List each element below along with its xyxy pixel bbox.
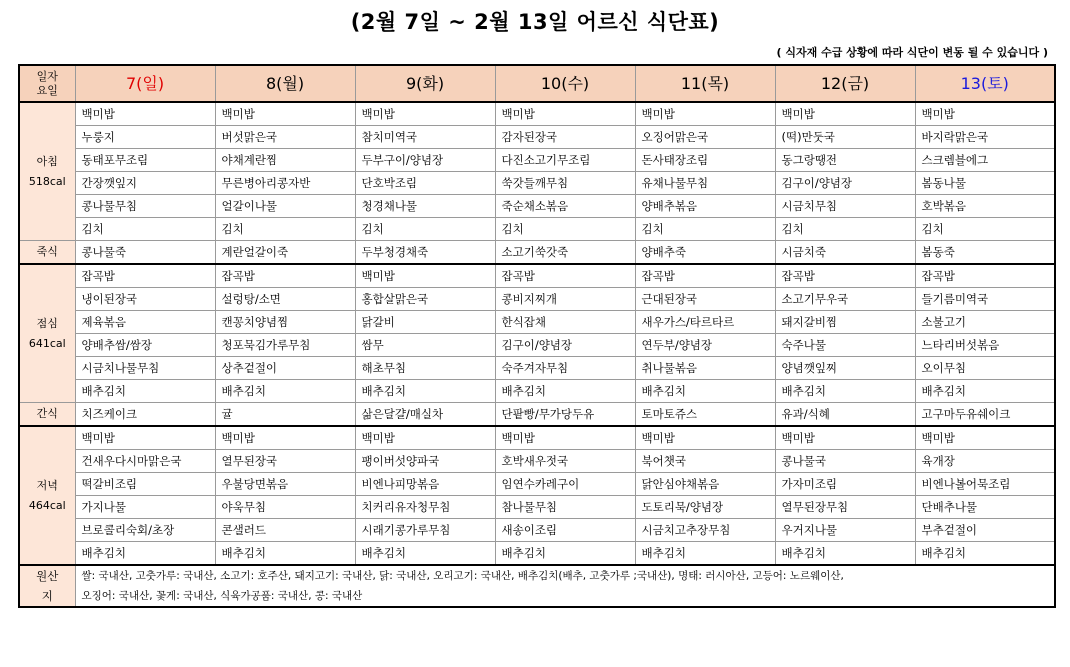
menu-cell: 새우가스/타르타르: [635, 311, 775, 334]
menu-cell: 콩나물국: [775, 450, 915, 473]
menu-cell: 감자된장국: [495, 126, 635, 149]
menu-row: [19, 542, 1055, 566]
menu-cell: 열무된장국: [215, 450, 355, 473]
menu-cell: 동태포무조림: [75, 149, 215, 172]
menu-cell: 소고기무우국: [775, 288, 915, 311]
menu-cell: 시래기콩가루무침: [355, 519, 495, 542]
menu-cell: 김치: [495, 218, 635, 241]
menu-cell: 단호박조림: [355, 172, 495, 195]
menu-cell: 느타리버섯볶음: [915, 334, 1055, 357]
menu-cell: 새송이조림: [495, 519, 635, 542]
menu-cell: 김치: [215, 218, 355, 241]
menu-cell: 양배추볶음: [635, 195, 775, 218]
day-header-sat: 13(토): [915, 65, 1055, 102]
menu-cell: 돈사태장조림: [635, 149, 775, 172]
menu-cell: 브로콜리숙회/초장: [75, 519, 215, 542]
menu-cell: 고구마두유쉐이크: [915, 403, 1055, 427]
menu-cell: 백미밥: [495, 102, 635, 126]
menu-cell: 바지락맑은국: [915, 126, 1055, 149]
dinner-label-cell: [19, 426, 75, 565]
menu-cell: 배추김치: [355, 542, 495, 566]
menu-cell: 스크렘블에그: [915, 149, 1055, 172]
menu-cell: 동그랑땡전: [775, 149, 915, 172]
menu-row: [19, 426, 1055, 450]
menu-cell: 시금치무침: [775, 195, 915, 218]
menu-cell: 부추겉절이: [915, 519, 1055, 542]
menu-cell: 백미밥: [355, 426, 495, 450]
menu-cell: 닭안심야채볶음: [635, 473, 775, 496]
menu-row: [19, 218, 1055, 241]
lunch-label-cell: [19, 264, 75, 403]
menu-cell: 임연수카레구이: [495, 473, 635, 496]
menu-cell: 백미밥: [355, 102, 495, 126]
menu-cell: 한식잡채: [495, 311, 635, 334]
menu-cell: 백미밥: [75, 102, 215, 126]
menu-cell: 참나물무침: [495, 496, 635, 519]
menu-row: [19, 126, 1055, 149]
menu-cell: 콩비지찌개: [495, 288, 635, 311]
breakfast-calories: 518cal: [28, 174, 66, 188]
menu-cell: 배추김치: [775, 380, 915, 403]
menu-cell: 우불당면볶음: [215, 473, 355, 496]
menu-cell: 청포묵김가루무침: [215, 334, 355, 357]
header-row: [19, 65, 1055, 102]
menu-cell: 홍합살맑은국: [355, 288, 495, 311]
menu-cell: 상추겉절이: [215, 357, 355, 380]
menu-cell: 김구이/양념장: [495, 334, 635, 357]
menu-cell: 건새우다시마맑은국: [75, 450, 215, 473]
menu-cell: 배추김치: [635, 542, 775, 566]
lunch-label: 점심: [36, 316, 58, 330]
menu-cell: 육개장: [915, 450, 1055, 473]
menu-cell: 호박볶음: [915, 195, 1055, 218]
menu-cell: 누룽지: [75, 126, 215, 149]
menu-cell: 팽이버섯양파국: [355, 450, 495, 473]
menu-cell: 배추김치: [495, 380, 635, 403]
menu-cell: 떡갈비조림: [75, 473, 215, 496]
lunch-calories: 641cal: [28, 336, 66, 350]
menu-cell: 버섯맑은국: [215, 126, 355, 149]
menu-cell: 양배추쌈/쌈장: [75, 334, 215, 357]
menu-cell: 배추김치: [495, 542, 635, 566]
menu-cell: 잡곡밥: [915, 264, 1055, 288]
menu-cell: 백미밥: [635, 426, 775, 450]
menu-cell: 김치: [635, 218, 775, 241]
menu-cell: 열무된장무침: [775, 496, 915, 519]
day-header-thu: 11(목): [635, 65, 775, 102]
menu-cell: 냉이된장국: [75, 288, 215, 311]
menu-cell: 우거지나물: [775, 519, 915, 542]
menu-cell: 숙주나물: [775, 334, 915, 357]
menu-cell: 근대된장국: [635, 288, 775, 311]
snack-row: [19, 403, 1055, 427]
menu-row: [19, 496, 1055, 519]
menu-cell: 토마토쥬스: [635, 403, 775, 427]
menu-change-notice: ( 식자재 수급 상황에 따라 식단이 변동 될 수 있습니다 ): [776, 46, 1048, 59]
menu-cell: 백미밥: [495, 426, 635, 450]
date-day-corner: [19, 65, 75, 102]
menu-row: [19, 195, 1055, 218]
menu-cell: 시금치죽: [775, 241, 915, 265]
menu-cell: 청경채나물: [355, 195, 495, 218]
menu-cell: (떡)만둣국: [775, 126, 915, 149]
menu-cell: 배추김치: [915, 380, 1055, 403]
menu-cell: 소고기쑥갓죽: [495, 241, 635, 265]
menu-cell: 북어챗국: [635, 450, 775, 473]
menu-cell: 배추김치: [635, 380, 775, 403]
menu-cell: 김구이/양념장: [775, 172, 915, 195]
origin-label-line2: 지: [41, 589, 53, 603]
menu-row: [19, 334, 1055, 357]
corner-date-label: 일자: [36, 69, 58, 83]
menu-cell: 귤: [215, 403, 355, 427]
menu-cell: 잡곡밥: [215, 264, 355, 288]
menu-row: [19, 264, 1055, 288]
menu-cell: 도토리묵/양념장: [635, 496, 775, 519]
page-title: (2월 7일 ~ 2월 13일 어르신 식단표): [350, 10, 720, 34]
menu-row: [19, 519, 1055, 542]
origin-label: [19, 565, 75, 607]
menu-row: [19, 473, 1055, 496]
menu-cell: 치커리유자청무침: [355, 496, 495, 519]
menu-row: [19, 380, 1055, 403]
menu-cell: 배추김치: [355, 380, 495, 403]
origin-label-line1: 원산: [36, 569, 59, 583]
menu-cell: 가지나물: [75, 496, 215, 519]
menu-cell: 양배추죽: [635, 241, 775, 265]
origin-text-line1: 쌀: 국내산, 고춧가루: 국내산, 소고기: 호주산, 돼지고기: 국내산, 닭: 국내산, 오리고기: 국내산, 배추김치(배추, 고춧가루 ;국내산), 명태: 러시아산, 고등어: 노르웨이산,: [81, 570, 844, 582]
menu-cell: 비엔나피망볶음: [355, 473, 495, 496]
snack-label: 간식: [19, 403, 75, 427]
menu-cell: 다진소고기무조림: [495, 149, 635, 172]
menu-cell: 단팥빵/무가당두유: [495, 403, 635, 427]
menu-cell: 간장깻잎지: [75, 172, 215, 195]
origin-text: [75, 565, 1055, 607]
menu-row: [19, 450, 1055, 473]
menu-cell: 양념깻잎찌: [775, 357, 915, 380]
menu-cell: 호박새우젓국: [495, 450, 635, 473]
menu-cell: 제육볶음: [75, 311, 215, 334]
menu-cell: 백미밥: [775, 426, 915, 450]
menu-row: [19, 288, 1055, 311]
menu-cell: 오이무침: [915, 357, 1055, 380]
menu-cell: 백미밥: [915, 426, 1055, 450]
menu-cell: 시금치나물무침: [75, 357, 215, 380]
day-header-mon: 8(월): [215, 65, 355, 102]
menu-cell: 백미밥: [355, 264, 495, 288]
menu-cell: 두부청경채죽: [355, 241, 495, 265]
menu-cell: 백미밥: [215, 102, 355, 126]
menu-cell: 비엔나볼어묵조림: [915, 473, 1055, 496]
menu-cell: 배추김치: [75, 542, 215, 566]
day-header-fri: 12(금): [775, 65, 915, 102]
origin-row: [19, 565, 1055, 607]
day-header-wed: 10(수): [495, 65, 635, 102]
menu-cell: 숙주겨자무침: [495, 357, 635, 380]
breakfast-label: 아침: [36, 154, 58, 168]
menu-cell: 두부구이/양념장: [355, 149, 495, 172]
menu-cell: 콩나물죽: [75, 241, 215, 265]
menu-cell: 캔꽁치양념찜: [215, 311, 355, 334]
menu-row: [19, 172, 1055, 195]
porridge-label: 죽식: [19, 241, 75, 265]
menu-cell: 잡곡밥: [75, 264, 215, 288]
meal-plan-table: [18, 64, 1056, 608]
menu-cell: 백미밥: [635, 102, 775, 126]
menu-cell: 봄동죽: [915, 241, 1055, 265]
menu-cell: 유채나물무침: [635, 172, 775, 195]
menu-row: [19, 357, 1055, 380]
menu-cell: 쑥갓들깨무침: [495, 172, 635, 195]
menu-cell: 죽순채소볶음: [495, 195, 635, 218]
menu-cell: 시금치고추장무침: [635, 519, 775, 542]
menu-cell: 배추김치: [215, 542, 355, 566]
menu-cell: 연두부/양념장: [635, 334, 775, 357]
menu-cell: 백미밥: [75, 426, 215, 450]
menu-cell: 계란얼갈이죽: [215, 241, 355, 265]
day-header-sun: 7(일): [75, 65, 215, 102]
menu-cell: 배추김치: [75, 380, 215, 403]
menu-cell: 닭갈비: [355, 311, 495, 334]
menu-cell: 콩나물무침: [75, 195, 215, 218]
menu-cell: 잡곡밥: [775, 264, 915, 288]
menu-cell: 해초무침: [355, 357, 495, 380]
menu-cell: 참치미역국: [355, 126, 495, 149]
menu-cell: 배추김치: [215, 380, 355, 403]
day-header-tue: 9(화): [355, 65, 495, 102]
menu-cell: 얼갈이나물: [215, 195, 355, 218]
menu-cell: 김치: [775, 218, 915, 241]
dinner-calories: 464cal: [28, 498, 66, 512]
menu-cell: 야채계란찜: [215, 149, 355, 172]
dinner-label: 저녁: [36, 478, 58, 492]
origin-text-line2: 오징어: 국내산, 꽃게: 국내산, 식육가공품: 국내산, 콩: 국내산: [81, 590, 363, 602]
menu-cell: 백미밥: [215, 426, 355, 450]
menu-row: [19, 149, 1055, 172]
menu-cell: 백미밥: [915, 102, 1055, 126]
menu-row: [19, 102, 1055, 126]
menu-cell: 배추김치: [775, 542, 915, 566]
menu-cell: 야욱무침: [215, 496, 355, 519]
menu-cell: 쌈무: [355, 334, 495, 357]
menu-cell: 들기름미역국: [915, 288, 1055, 311]
menu-cell: 백미밥: [775, 102, 915, 126]
menu-row: [19, 311, 1055, 334]
meal-plan-body: [19, 102, 1055, 607]
menu-cell: 김치: [355, 218, 495, 241]
menu-cell: 김치: [915, 218, 1055, 241]
menu-cell: 콘샐러드: [215, 519, 355, 542]
menu-cell: 오징어맑은국: [635, 126, 775, 149]
menu-cell: 취나물볶음: [635, 357, 775, 380]
menu-cell: 가자미조림: [775, 473, 915, 496]
menu-cell: 소불고기: [915, 311, 1055, 334]
corner-day-label: 요일: [36, 83, 58, 97]
menu-cell: 단배추나물: [915, 496, 1055, 519]
menu-cell: 봄동나물: [915, 172, 1055, 195]
menu-cell: 유과/식혜: [775, 403, 915, 427]
menu-cell: 삶은달걀/매실차: [355, 403, 495, 427]
menu-cell: 김치: [75, 218, 215, 241]
porridge-row: [19, 241, 1055, 265]
menu-cell: 잡곡밥: [495, 264, 635, 288]
menu-cell: 잡곡밥: [635, 264, 775, 288]
menu-cell: 무른병아리콩자반: [215, 172, 355, 195]
breakfast-label-cell: [19, 102, 75, 241]
menu-cell: 치즈케이크: [75, 403, 215, 427]
menu-cell: 배추김치: [915, 542, 1055, 566]
menu-cell: 돼지갈비찜: [775, 311, 915, 334]
menu-cell: 설렁탕/소면: [215, 288, 355, 311]
